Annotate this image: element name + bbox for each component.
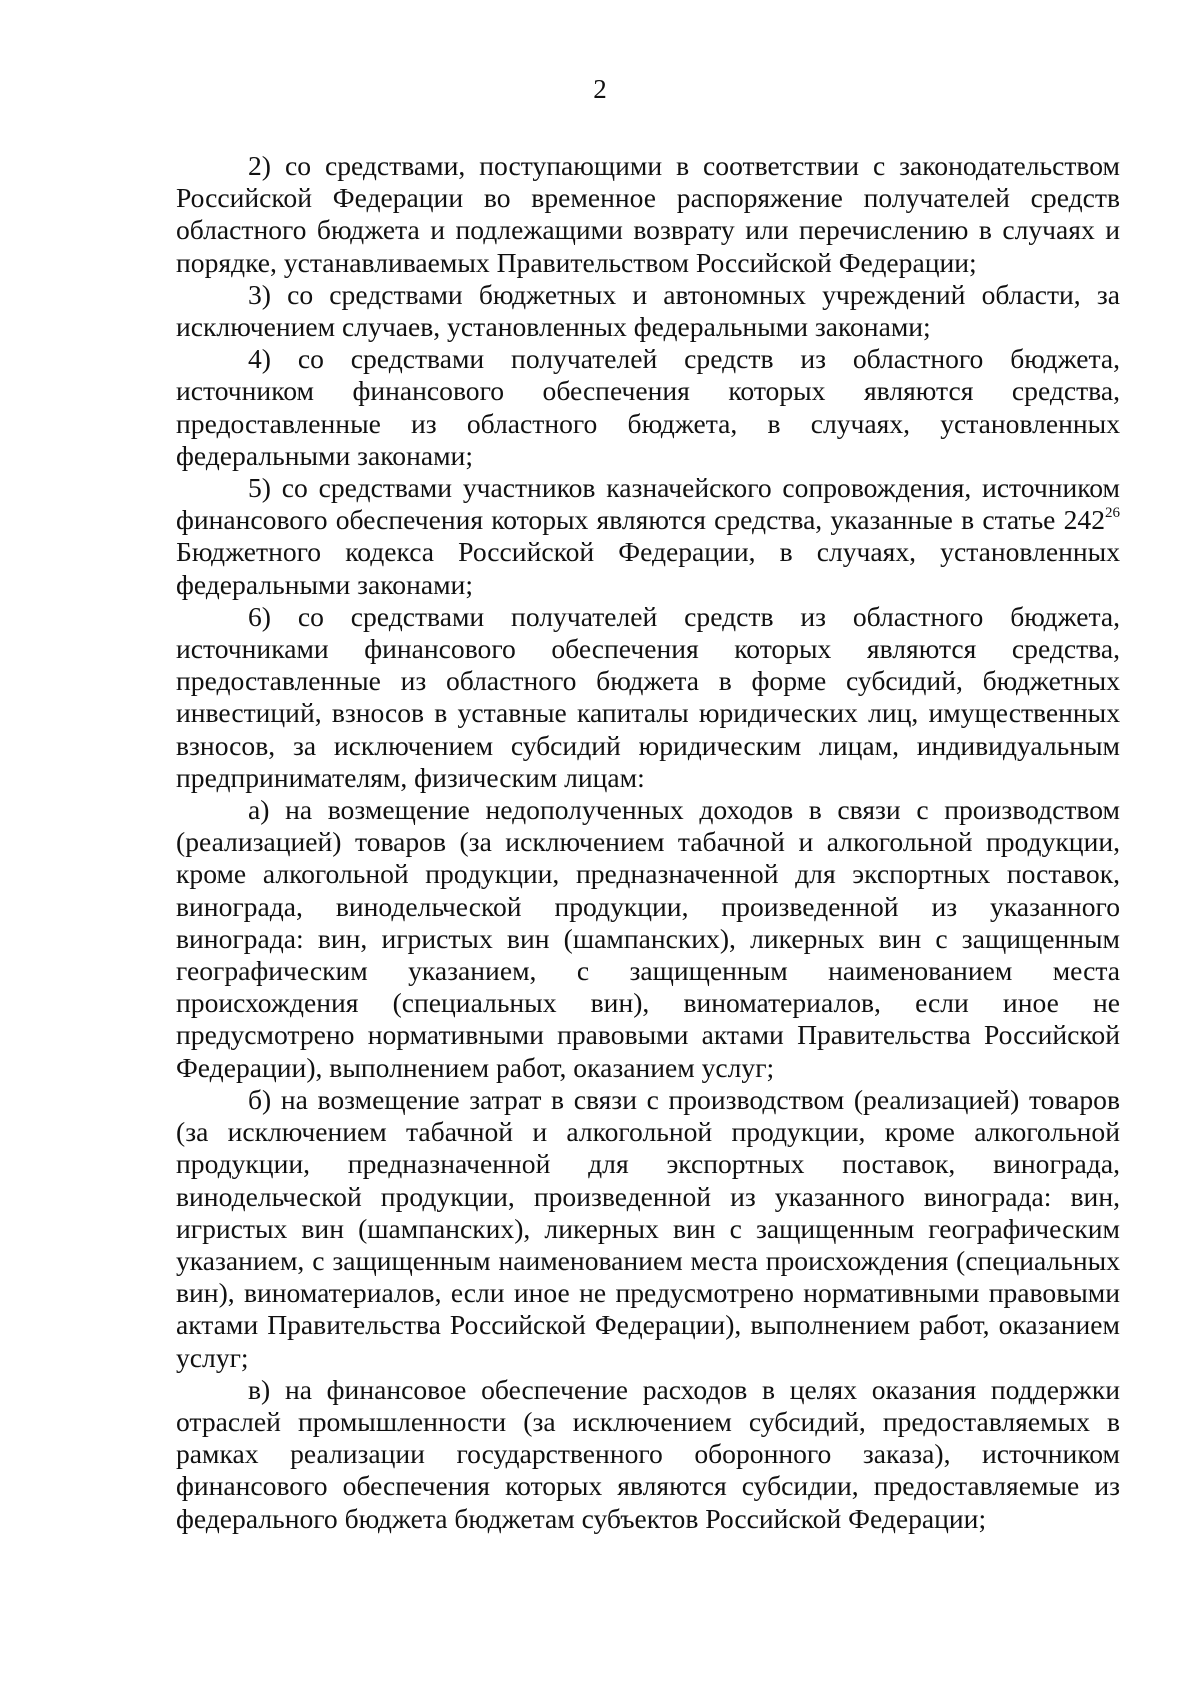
article-number-superscript: 26 bbox=[1105, 505, 1120, 522]
paragraph-item-5-text-before: 5) со средствами участников казначейского сопровождения, источником финансового обеспечения которых являются средства, указанные в статье 242 bbox=[176, 472, 1120, 536]
subparagraph-v: в) на финансовое обеспечение расходов в целях оказания поддержки отраслей промышленности (за исключением субсидий, предоставляемых в рамках реализации государственного оборонного заказа), источником финансового обеспечения которых являются субсидии, предоставляемые из федерального бюджета бюджетам субъектов Российской Федерации; bbox=[176, 1373, 1120, 1534]
paragraph-item-5-text-after: Бюджетного кодекса Российской Федерации, в случаях, установленных федеральными законами; bbox=[176, 536, 1120, 600]
paragraph-item-4: 4) со средствами получателей средств из областного бюджета, источником финансового обеспечения которых являются средства, предоставленные из областного бюджета, в случаях, установленных федеральными законами; bbox=[176, 343, 1120, 471]
subparagraph-b: б) на возмещение затрат в связи с производством (реализацией) товаров (за исключением табачной и алкогольной продукции, кроме алкогольной продукции, предназначенной для экспортных поставок, винограда, винодельческой продукции, произведенной из указанного винограда: вин, игристых вин (шампанских), ликерных вин с защищенным географическим указанием, с защищенным наименованием места происхождения (специальных вин), виноматериалов, если иное не предусмотрено нормативными правовыми актами Правительства Российской Федерации), выполнением работ, оказанием услуг; bbox=[176, 1083, 1120, 1373]
paragraph-item-3: 3) со средствами бюджетных и автономных учреждений области, за исключением случаев, установленных федеральными законами; bbox=[176, 278, 1120, 343]
paragraph-item-5 bbox=[176, 472, 1120, 601]
page-number: 2 bbox=[593, 74, 607, 104]
subparagraph-a: а) на возмещение недополученных доходов в связи с производством (реализацией) товаров (за исключением табачной и алкогольной продукции, кроме алкогольной продукции, предназначенной для экспортных поставок, винограда, винодельческой продукции, произведенной из указанного винограда: вин, игристых вин (шампанских), ликерных вин с защищенным географическим указанием, с защищенным наименованием места происхождения (специальных вин), виноматериалов, если иное не предусмотрено нормативными правовыми актами Правительства Российской Федерации), выполнением работ, оказанием услуг; bbox=[176, 794, 1120, 1083]
paragraph-item-2: 2) со средствами, поступающими в соответствии с законодательством Российской Федерации во временное распоряжение получателей средств областного бюджета и подлежащими возврату или перечислению в случаях и порядке, устанавливаемых Правительством Российской Федерации; bbox=[176, 150, 1120, 278]
document-body bbox=[176, 150, 1120, 1535]
paragraph-item-6: 6) со средствами получателей средств из областного бюджета, источниками финансового обеспечения которых являются средства, предоставленные из областного бюджета в форме субсидий, бюджетных инвестиций, взносов в уставные капиталы юридических лиц, имущественных взносов, за исключением субсидий юридическим лицам, индивидуальным предпринимателям, физическим лицам: bbox=[176, 600, 1120, 793]
